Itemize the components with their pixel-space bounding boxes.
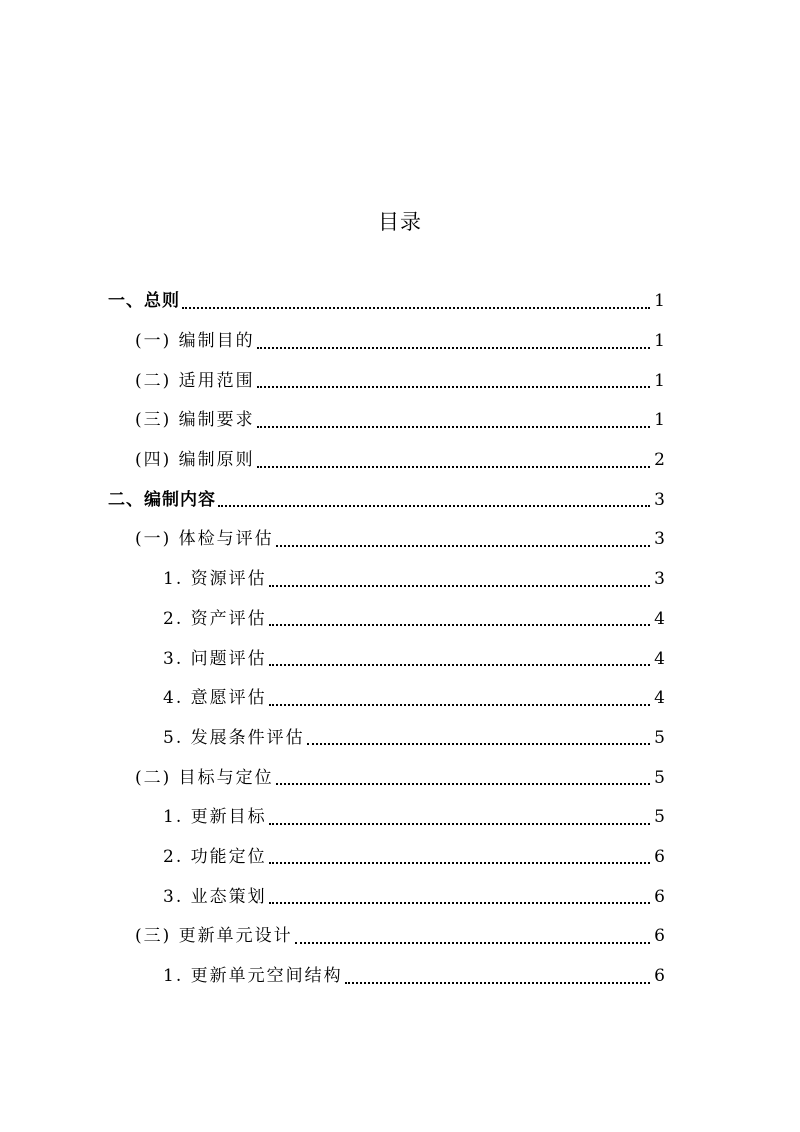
toc-entry[interactable] (0, 957, 665, 997)
dot-leader (269, 823, 650, 825)
toc-entry[interactable] (0, 838, 665, 878)
dot-leader (345, 982, 650, 984)
toc-entry-page-number: 6 (654, 846, 665, 867)
dot-leader (257, 426, 650, 428)
toc-entry[interactable] (0, 441, 665, 481)
toc-entry-label: 二、编制内容 (108, 489, 216, 510)
toc-entry[interactable] (0, 877, 665, 917)
dot-leader (276, 545, 650, 547)
table-of-contents (0, 282, 800, 996)
toc-entry-page-number: 2 (654, 450, 665, 471)
dot-leader (269, 624, 650, 626)
toc-entry-page-number: 5 (654, 807, 665, 828)
toc-entry-label: 1. 更新单元空间结构 (163, 966, 343, 987)
toc-entry-page-number: 4 (654, 608, 665, 629)
toc-entry[interactable] (0, 282, 665, 322)
toc-entry[interactable] (0, 401, 665, 441)
toc-entry-label: 3. 业态策划 (163, 886, 267, 907)
dot-leader (257, 347, 650, 349)
dot-leader (269, 704, 650, 706)
dot-leader (276, 783, 650, 785)
toc-entry-page-number: 6 (654, 886, 665, 907)
toc-entry-label: 5. 发展条件评估 (163, 727, 305, 748)
toc-entry-page-number: 1 (654, 370, 665, 391)
toc-entry-label: (四) 编制原则 (135, 450, 255, 471)
toc-entry[interactable] (0, 560, 665, 600)
dot-leader (269, 902, 650, 904)
toc-entry-page-number: 6 (654, 926, 665, 947)
dot-leader (218, 505, 650, 507)
toc-entry-label: 3. 问题评估 (163, 648, 267, 669)
dot-leader (269, 664, 650, 666)
dot-leader (307, 743, 650, 745)
toc-entry-page-number: 3 (654, 489, 665, 510)
dot-leader (295, 942, 650, 944)
dot-leader (269, 862, 650, 864)
toc-entry-page-number: 3 (654, 529, 665, 550)
toc-entry[interactable] (0, 520, 665, 560)
toc-entry-page-number: 4 (654, 648, 665, 669)
toc-entry-label: 4. 意愿评估 (163, 688, 267, 709)
toc-entry-page-number: 1 (654, 410, 665, 431)
toc-entry[interactable] (0, 361, 665, 401)
toc-entry[interactable] (0, 322, 665, 362)
toc-entry[interactable] (0, 917, 665, 957)
toc-entry-page-number: 1 (654, 291, 665, 312)
toc-entry[interactable] (0, 758, 665, 798)
toc-entry-label: 2. 资产评估 (163, 608, 267, 629)
toc-entry-label: (二) 目标与定位 (135, 767, 274, 788)
toc-entry[interactable] (0, 798, 665, 838)
toc-entry-page-number: 4 (654, 688, 665, 709)
toc-entry-label: (一) 编制目的 (135, 331, 255, 352)
toc-entry-page-number: 5 (654, 767, 665, 788)
toc-entry-label: 2. 功能定位 (163, 846, 267, 867)
toc-entry-label: (一) 体检与评估 (135, 529, 274, 550)
dot-leader (182, 307, 650, 309)
toc-entry[interactable] (0, 719, 665, 759)
dot-leader (257, 466, 650, 468)
toc-entry-page-number: 6 (654, 966, 665, 987)
toc-entry[interactable] (0, 639, 665, 679)
toc-entry-label: 1. 资源评估 (163, 569, 267, 590)
toc-entry[interactable] (0, 480, 665, 520)
toc-entry-page-number: 1 (654, 331, 665, 352)
toc-entry-label: (二) 适用范围 (135, 370, 255, 391)
page-title: 目录 (378, 210, 422, 234)
toc-entry-label: 一、总则 (108, 291, 180, 312)
toc-entry-label: (三) 更新单元设计 (135, 926, 293, 947)
toc-entry-page-number: 3 (654, 569, 665, 590)
dot-leader (257, 386, 650, 388)
toc-entry[interactable] (0, 679, 665, 719)
dot-leader (269, 585, 650, 587)
toc-entry-label: (三) 编制要求 (135, 410, 255, 431)
toc-entry[interactable] (0, 600, 665, 640)
toc-entry-label: 1. 更新目标 (163, 807, 267, 828)
toc-entry-page-number: 5 (654, 727, 665, 748)
